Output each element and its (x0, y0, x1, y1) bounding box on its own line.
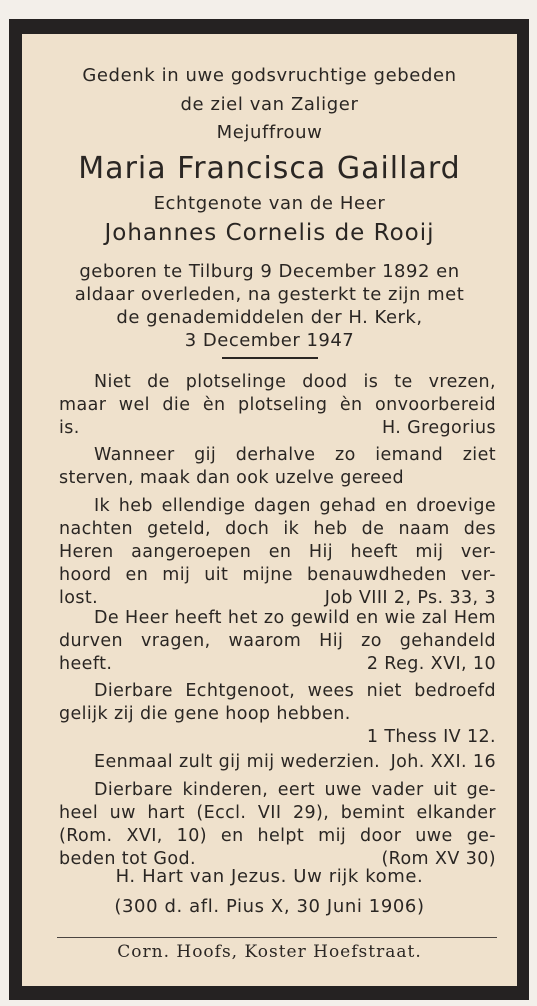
quote-line-with-ref (59, 751, 496, 774)
quote-sterven (59, 444, 496, 490)
divider-long (57, 937, 497, 938)
quote-last-line (59, 417, 496, 440)
prayer-line: H. Hart van Jezus. Uw rijk kome. (115, 866, 424, 887)
quote-gregorius (59, 371, 496, 440)
quote-reference: 2 Reg. XVI, 10 (366, 654, 496, 674)
memorial-card (9, 19, 529, 1000)
indulgence-line: (300 d. afl. Pius X, 30 Juni 1906) (114, 896, 425, 917)
quote-line: Dierbare kinderen, eert uwe vader uit ge- (94, 780, 496, 800)
quote-line: maar wel die èn plotseling èn onvoorbereid (59, 395, 496, 415)
quote-line: sterven, maak dan ook uzelve gereed (59, 468, 404, 488)
quote-reg (59, 607, 496, 676)
deceased-name: Maria Francisca Gaillard (78, 151, 461, 186)
relation-line: Echtgenote van de Heer (153, 193, 386, 214)
quote-line: beden tot God. (59, 849, 196, 869)
intro-line-1: Gedenk in uwe godsvruchtige gebeden (82, 65, 457, 86)
quote-line: heeft. (59, 654, 113, 674)
quote-last-line (59, 653, 496, 676)
bio-line-1: geboren te Tilburg 9 December 1892 en (79, 261, 460, 282)
quote-last-line (59, 726, 496, 749)
quote-reference: H. Gregorius (382, 418, 496, 438)
quote-reference: Joh. XXI. 16 (390, 752, 496, 772)
bio-line-2: aldaar overleden, na gesterkt te zijn met (74, 284, 465, 305)
printer-credit: Corn. Hoofs, Koster Hoefstraat. (117, 942, 422, 962)
intro-line-2: de ziel van Zaliger (180, 94, 359, 115)
quote-line: lost. (59, 588, 99, 608)
quote-line: gelijk zij die gene hoop hebben. (59, 704, 351, 724)
quote-reference: (Rom XV 30) (381, 849, 496, 869)
quote-line: Eenmaal zult gij mij wederzien. (94, 752, 381, 772)
quote-line: hoord en mij uit mijne benauwdheden ver- (59, 565, 496, 585)
quote-kinderen (59, 779, 496, 871)
quote-reference: 1 Thess IV 12. (366, 727, 496, 747)
quote-line: Ik heb ellendige dagen gehad en droevige (94, 496, 496, 516)
bio-line-4: 3 December 1947 (184, 330, 355, 351)
husband-name: Johannes Cornelis de Rooij (104, 220, 435, 246)
quote-job (59, 495, 496, 610)
quote-line: Wanneer gij derhalve zo iemand ziet (94, 445, 496, 465)
bio-line-3: de genademiddelen der H. Kerk, (116, 307, 423, 328)
card-body (22, 34, 517, 986)
quote-joh (59, 751, 496, 774)
quote-line: is. (59, 418, 80, 438)
quote-line: Dierbare Echtgenoot, wees niet bedroefd (94, 681, 496, 701)
quote-line: heel uw hart (Eccl. VII 29), bemint elkander (59, 803, 496, 823)
quote-thess (59, 680, 496, 749)
divider-short (222, 357, 318, 359)
quote-line: nachten geteld, doch ik heb de naam des (59, 519, 496, 539)
quote-reference: Job VIII 2, Ps. 33, 3 (324, 588, 496, 608)
intro-line-3: Mejuffrouw (216, 122, 323, 143)
quote-line: Niet de plotselinge dood is te vrezen, (94, 372, 496, 392)
quote-line: De Heer heeft het zo gewild en wie zal Hem (94, 608, 496, 628)
quote-line: (Rom. XVI, 10) en helpt mij door uwe ge- (59, 826, 496, 846)
quote-line: durven vragen, waarom Hij zo gehandeld (59, 631, 496, 651)
quote-line: Heren aangeroepen en Hij heeft mij ver- (59, 542, 496, 562)
